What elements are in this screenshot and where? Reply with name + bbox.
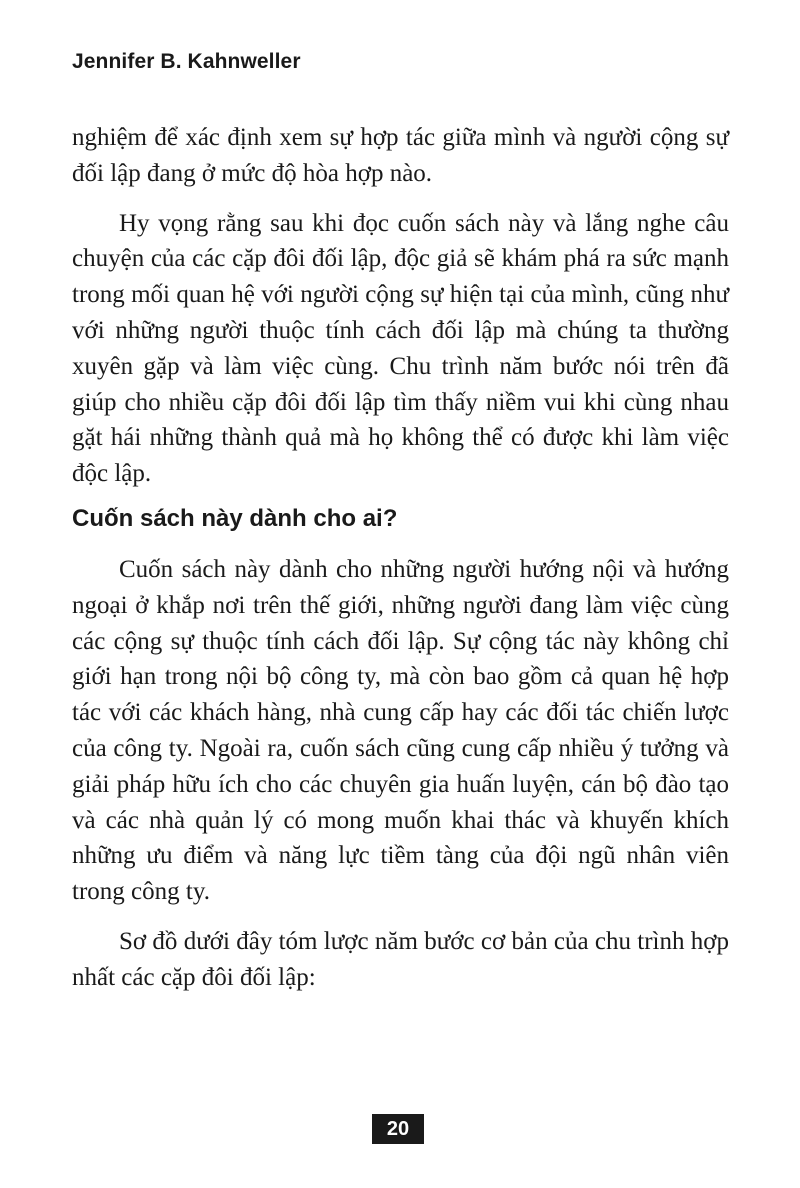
paragraph-audience: Cuốn sách này dành cho những người hướng nội và hướng ngoại ở khắp nơi trên thế giới, những người đang làm việc cùng các cộng sự thuộc tính cách đối lập. Sự cộng tác này không chỉ giới hạn trong nội bộ công ty, mà còn bao gồm cả quan hệ hợp tác với các khách hàng, nhà cung cấp hay các đối tác chiến lược của công ty. Ngoài ra, cuốn sách cũng cung cấp nhiều ý tưởng và giải pháp hữu ích cho các chuyên gia huấn luyện, cán bộ đào tạo và các nhà quản lý có mong muốn khai thác và khuyến khích những ưu điểm và năng lực tiềm tàng của đội ngũ nhân viên trong công ty. [72,556,729,906]
paragraph-continued: nghiệm để xác định xem sự hợp tác giữa mình và người cộng sự đối lập đang ở mức độ hòa hợp nào. [72,124,729,187]
running-head-author: Jennifer B. Kahnweller [72,50,301,73]
paragraph-diagram-intro: Sơ đồ dưới đây tóm lược năm bước cơ bản của chu trình hợp nhất các cặp đôi đối lập: [72,927,729,991]
paragraph-hope: Hy vọng rằng sau khi đọc cuốn sách này và lắng nghe câu chuyện của các cặp đôi đối lập, độc giả sẽ khám phá ra sức mạnh trong mối quan hệ với người cộng sự hiện tại của mình, cũng như với những người thuộc tính cách đối lập mà chúng ta thường xuyên gặp và làm việc cùng. Chu trình năm bước nói trên đã giúp cho nhiều cặp đôi đối lập tìm thấy niềm vui khi cùng nhau gặt hái những thành quả mà họ không thể có được khi làm việc độc lập. [72,209,729,488]
section-audience-text [72,552,729,1010]
section-intro-text [72,120,729,506]
page-number: 20 [372,1114,424,1144]
section-heading: Cuốn sách này dành cho ai? [72,505,398,532]
